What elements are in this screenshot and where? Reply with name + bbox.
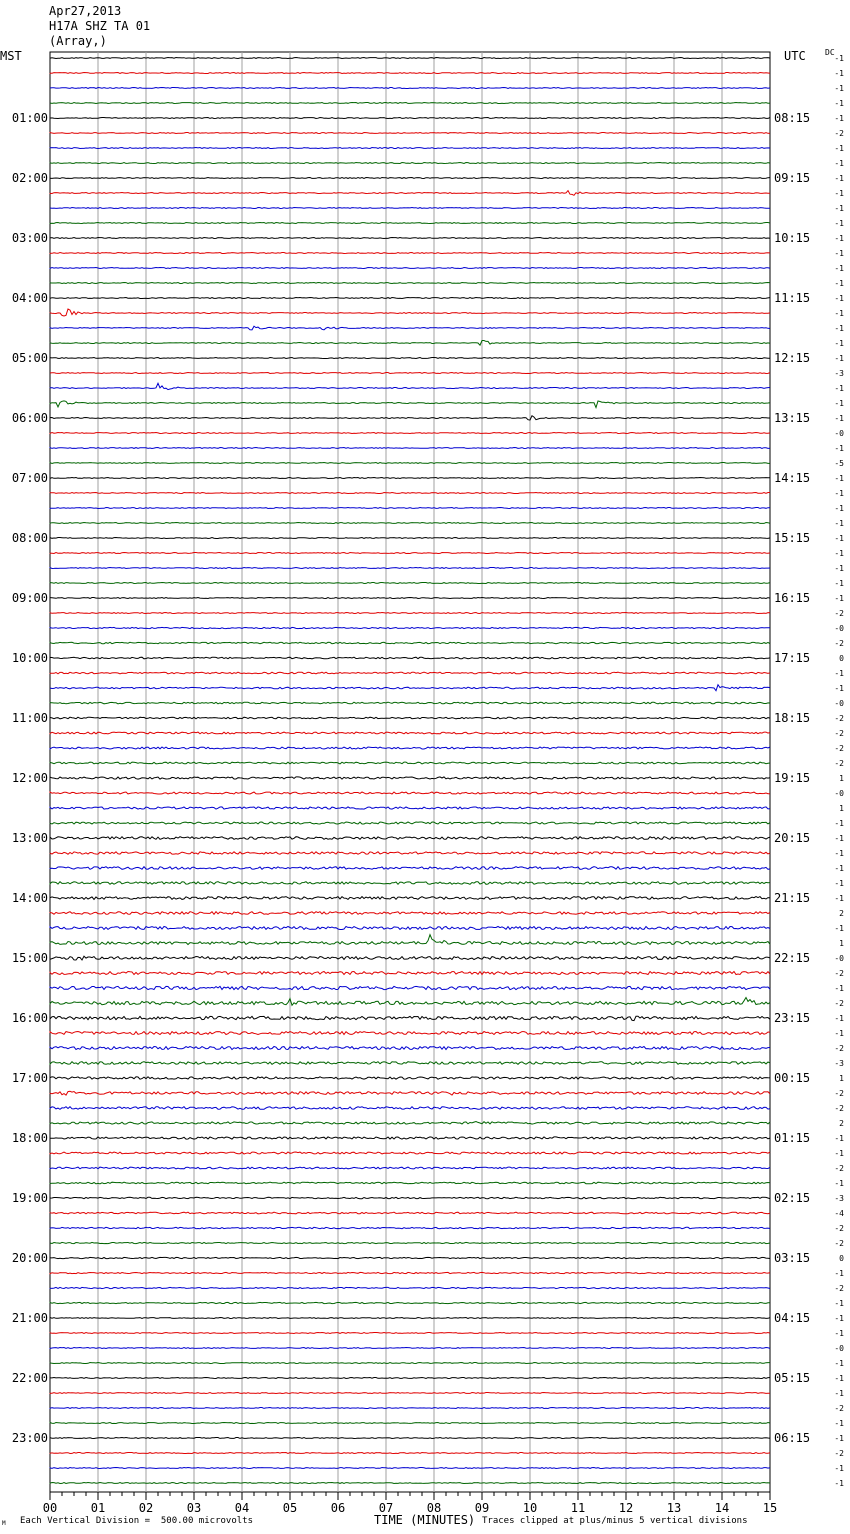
dc-offset-label: -1 [834, 879, 844, 888]
trace-line [50, 163, 770, 164]
trace-line [50, 956, 770, 960]
left-hour-label: 09:00 [11, 591, 48, 605]
dc-offset-label: -1 [834, 279, 844, 288]
trace-line [50, 448, 770, 449]
trace-line [50, 702, 770, 704]
dc-offset-label: -1 [834, 189, 844, 198]
trace-line [50, 1137, 770, 1139]
trace-line [50, 1408, 770, 1409]
trace-line [50, 268, 770, 269]
trace-line [50, 1047, 770, 1050]
left-hour-label: 22:00 [11, 1371, 48, 1385]
dc-offset-label: -1 [834, 444, 844, 453]
trace-line [50, 309, 770, 316]
dc-offset-label: -1 [834, 294, 844, 303]
trace-line [50, 1077, 770, 1079]
dc-offset-label: -1 [834, 114, 844, 123]
dc-offset-label: -1 [834, 99, 844, 108]
x-tick-label: 11 [570, 1501, 586, 1515]
dc-offset-label: -1 [834, 519, 844, 528]
dc-offset-label: -1 [834, 144, 844, 153]
dc-offset-label: -3 [834, 1059, 844, 1068]
right-hour-label: 14:15 [774, 471, 811, 485]
trace-line [50, 58, 770, 59]
x-tick-label: 09 [474, 1501, 490, 1515]
trace-line [50, 1423, 770, 1424]
clip-note: Traces clipped at plus/minus 5 vertical divisions [482, 1516, 748, 1526]
trace-line [50, 191, 770, 196]
left-timezone-label: MST [0, 49, 22, 63]
trace-line [50, 1227, 770, 1228]
dc-offset-label: -0 [834, 429, 844, 438]
trace-line [50, 627, 770, 628]
trace-line [50, 1242, 770, 1243]
right-hour-label: 17:15 [774, 651, 811, 665]
dc-offset-label: -1 [834, 354, 844, 363]
trace-line [50, 613, 770, 614]
trace-line [50, 1091, 770, 1095]
trace-line [50, 1212, 770, 1214]
right-hour-label: 09:15 [774, 171, 811, 185]
dc-offset-label: -1 [834, 1299, 844, 1308]
trace-line [50, 1287, 770, 1288]
trace-line [50, 732, 770, 734]
trace-line [50, 103, 770, 104]
dc-offset-label: -3 [834, 369, 844, 378]
trace-line [50, 73, 770, 74]
trace-line [50, 1302, 770, 1303]
trace-line [50, 852, 770, 854]
dc-offset-label: -1 [834, 1149, 844, 1158]
right-hour-label: 10:15 [774, 231, 811, 245]
dc-offset-label: -0 [834, 789, 844, 798]
trace-line [50, 383, 770, 389]
trace-line [50, 341, 770, 346]
trace-line [50, 178, 770, 179]
trace-line [50, 807, 770, 809]
dc-offset-label: -1 [834, 84, 844, 93]
dc-offset-label: -1 [834, 1359, 844, 1368]
trace-line [50, 1197, 770, 1198]
dc-offset-label: -1 [834, 1179, 844, 1188]
dc-offset-label: -2 [834, 714, 844, 723]
left-hour-label: 06:00 [11, 411, 48, 425]
trace-line [50, 523, 770, 524]
trace-line [50, 1348, 770, 1349]
dc-offset-label: -1 [834, 264, 844, 273]
left-hour-label: 12:00 [11, 771, 48, 785]
dc-offset-label: -1 [834, 339, 844, 348]
right-hour-label: 11:15 [774, 291, 811, 305]
left-hour-label: 17:00 [11, 1071, 48, 1085]
dc-offset-label: -1 [834, 534, 844, 543]
dc-offset-label: -1 [834, 174, 844, 183]
trace-line [50, 223, 770, 224]
dc-offset-label: -1 [834, 684, 844, 693]
left-hour-label: 04:00 [11, 291, 48, 305]
right-hour-label: 18:15 [774, 711, 811, 725]
trace-line [50, 493, 770, 494]
dc-offset-label: -1 [834, 1014, 844, 1023]
left-hour-label: 16:00 [11, 1011, 48, 1025]
dc-offset-label: -1 [834, 249, 844, 258]
x-tick-label: 06 [330, 1501, 346, 1515]
dc-offset-label: -1 [834, 564, 844, 573]
dc-offset-label: -1 [834, 549, 844, 558]
dc-offset-label: -2 [834, 639, 844, 648]
trace-line [50, 358, 770, 359]
trace-line [50, 1363, 770, 1364]
trace-line [50, 416, 770, 420]
dc-offset-label: -1 [834, 1434, 844, 1443]
right-hour-label: 05:15 [774, 1371, 811, 1385]
dc-offset-label: -2 [834, 129, 844, 138]
dc-offset-label: 1 [839, 939, 844, 948]
dc-offset-label: -1 [834, 399, 844, 408]
right-hour-label: 12:15 [774, 351, 811, 365]
trace-line [50, 747, 770, 749]
dc-offset-label: -2 [834, 1164, 844, 1173]
dc-offset-label: -1 [834, 1464, 844, 1473]
right-hour-label: 23:15 [774, 1011, 811, 1025]
left-hour-label: 02:00 [11, 171, 48, 185]
trace-line [50, 1378, 770, 1379]
dc-offset-label: -2 [834, 1284, 844, 1293]
dc-offset-label: -1 [834, 864, 844, 873]
dc-offset-label: -2 [834, 999, 844, 1008]
trace-line [50, 283, 770, 284]
dc-offset-label: -1 [834, 579, 844, 588]
left-hour-label: 19:00 [11, 1191, 48, 1205]
trace-line [50, 837, 770, 840]
station-channel: H17A SHZ TA 01 [49, 19, 151, 33]
trace-line [50, 433, 770, 434]
right-hour-label: 16:15 [774, 591, 811, 605]
right-hour-label: 22:15 [774, 951, 811, 965]
dc-offset-label: -5 [834, 459, 844, 468]
trace-line [50, 657, 770, 659]
right-hour-label: 00:15 [774, 1071, 811, 1085]
dc-offset-label: -1 [834, 849, 844, 858]
dc-offset-label: -1 [834, 474, 844, 483]
dc-offset-label: -3 [834, 1194, 844, 1203]
dc-offset-label: -2 [834, 744, 844, 753]
dc-offset-label: -1 [834, 414, 844, 423]
trace-line [50, 717, 770, 719]
trace-line [50, 642, 770, 643]
trace-line [50, 133, 770, 134]
dc-offset-label: -1 [834, 894, 844, 903]
dc-offset-label: -1 [834, 1329, 844, 1338]
left-hour-label: 13:00 [11, 831, 48, 845]
corner-mark: M [2, 1520, 6, 1527]
dc-offset-label: -1 [834, 669, 844, 678]
left-hour-label: 18:00 [11, 1131, 48, 1145]
dc-offset-label: -1 [834, 1374, 844, 1383]
right-hour-label: 21:15 [774, 891, 811, 905]
trace-line [50, 1032, 770, 1035]
trace-line [50, 912, 770, 915]
dc-offset-label: -1 [834, 1389, 844, 1398]
trace-line [50, 1393, 770, 1394]
trace-line [50, 998, 770, 1006]
right-hour-label: 08:15 [774, 111, 811, 125]
dc-offset-label: -1 [834, 1419, 844, 1428]
dc-offset-label: -2 [834, 1404, 844, 1413]
dc-offset-label: -0 [834, 1344, 844, 1353]
x-tick-label: 04 [234, 1501, 250, 1515]
trace-line [50, 867, 770, 870]
x-tick-label: 05 [282, 1501, 298, 1515]
trace-line [50, 568, 770, 569]
trace-line [50, 1272, 770, 1273]
dc-offset-label: -1 [834, 924, 844, 933]
trace-line [50, 1483, 770, 1484]
dc-offset-label: -1 [834, 819, 844, 828]
x-tick-label: 13 [666, 1501, 682, 1515]
trace-line [50, 463, 770, 464]
dc-offset-label: -2 [834, 1224, 844, 1233]
trace-line [50, 1333, 770, 1334]
dc-offset-label: -1 [834, 1029, 844, 1038]
trace-line [50, 1182, 770, 1184]
dc-offset-label: -1 [834, 504, 844, 513]
right-hour-label: 01:15 [774, 1131, 811, 1145]
dc-offset-label: -0 [834, 624, 844, 633]
dc-offset-label: -1 [834, 834, 844, 843]
trace-line [50, 1062, 770, 1065]
x-axis-title: TIME (MINUTES) [374, 1513, 476, 1527]
dc-offset-label: -0 [834, 954, 844, 963]
dc-offset-label: -1 [834, 1314, 844, 1323]
right-hour-label: 15:15 [774, 531, 811, 545]
trace-line [50, 1453, 770, 1454]
dc-offset-label: -2 [834, 759, 844, 768]
x-tick-label: 12 [618, 1501, 634, 1515]
trace-line [50, 538, 770, 539]
dc-offset-label: -1 [834, 1479, 844, 1488]
trace-line [50, 1152, 770, 1154]
left-hour-label: 20:00 [11, 1251, 48, 1265]
left-hour-label: 07:00 [11, 471, 48, 485]
dc-offset-label: -1 [834, 1134, 844, 1143]
right-timezone-label: UTC [784, 49, 806, 63]
trace-line [50, 882, 770, 885]
trace-line [50, 478, 770, 479]
trace-line [50, 822, 770, 824]
trace-line [50, 1468, 770, 1469]
trace-line [50, 583, 770, 584]
trace-line [50, 1167, 770, 1169]
dc-offset-label: -4 [834, 1209, 844, 1218]
dc-offset-label: -1 [834, 984, 844, 993]
right-hour-label: 02:15 [774, 1191, 811, 1205]
dc-offset-label: -2 [834, 1239, 844, 1248]
dc-offset-label: -2 [834, 1089, 844, 1098]
left-hour-label: 10:00 [11, 651, 48, 665]
dc-offset-label: -1 [834, 54, 844, 63]
right-hour-label: 19:15 [774, 771, 811, 785]
trace-line [50, 762, 770, 764]
dc-offset-label: -1 [834, 69, 844, 78]
trace-line [50, 88, 770, 89]
trace-line [50, 777, 770, 779]
dc-offset-label: -2 [834, 1044, 844, 1053]
trace-line [50, 373, 770, 374]
left-hour-label: 05:00 [11, 351, 48, 365]
trace-line [50, 298, 770, 299]
right-hour-label: 06:15 [774, 1431, 811, 1445]
trace-line [50, 986, 770, 989]
trace-line [50, 792, 770, 794]
dc-offset-label: -1 [834, 384, 844, 393]
dc-offset-label: 0 [839, 654, 844, 663]
dc-offset-label: 1 [839, 804, 844, 813]
x-tick-label: 02 [138, 1501, 154, 1515]
trace-line [50, 1016, 770, 1020]
dc-offset-label: 2 [839, 909, 844, 918]
right-hour-label: 03:15 [774, 1251, 811, 1265]
dc-offset-label: -1 [834, 159, 844, 168]
trace-line [50, 118, 770, 119]
dc-offset-label: -2 [834, 609, 844, 618]
trace-line [50, 935, 770, 945]
x-tick-label: 01 [90, 1501, 106, 1515]
dc-offset-label: -1 [834, 204, 844, 213]
scale-note: Each Vertical Division = 500.00 microvolts [20, 1516, 253, 1526]
station-network: (Array,) [49, 34, 107, 48]
trace-line [50, 598, 770, 599]
dc-offset-label: -2 [834, 969, 844, 978]
right-hour-label: 20:15 [774, 831, 811, 845]
dc-offset-label: -2 [834, 1104, 844, 1113]
trace-line [50, 508, 770, 509]
x-tick-label: 00 [42, 1501, 58, 1515]
trace-line [50, 685, 770, 691]
left-hour-label: 03:00 [11, 231, 48, 245]
trace-line [50, 148, 770, 149]
left-hour-label: 15:00 [11, 951, 48, 965]
x-tick-label: 15 [762, 1501, 778, 1515]
x-tick-label: 03 [186, 1501, 202, 1515]
dc-label: DC [825, 48, 835, 57]
left-hour-label: 01:00 [11, 111, 48, 125]
left-hour-label: 08:00 [11, 531, 48, 545]
trace-line [50, 208, 770, 209]
right-hour-label: 04:15 [774, 1311, 811, 1325]
trace-line [50, 897, 770, 900]
dc-offset-label: -1 [834, 219, 844, 228]
trace-line [50, 672, 770, 674]
trace-line [50, 326, 770, 330]
left-hour-label: 11:00 [11, 711, 48, 725]
dc-offset-label: 1 [839, 774, 844, 783]
left-hour-label: 23:00 [11, 1431, 48, 1445]
dc-offset-label: -1 [834, 324, 844, 333]
trace-line [50, 1257, 770, 1258]
x-tick-label: 10 [522, 1501, 538, 1515]
dc-offset-label: -2 [834, 1449, 844, 1458]
trace-line [50, 401, 770, 408]
dc-offset-label: -1 [834, 309, 844, 318]
trace-line [50, 927, 770, 930]
station-date: Apr27,2013 [49, 4, 122, 18]
x-tick-label: 07 [378, 1501, 394, 1515]
left-hour-label: 21:00 [11, 1311, 48, 1325]
dc-offset-label: -0 [834, 699, 844, 708]
trace-line [50, 238, 770, 239]
dc-offset-label: -1 [834, 594, 844, 603]
trace-line [50, 553, 770, 554]
dc-offset-label: 0 [839, 1254, 844, 1263]
x-tick-label: 08 [426, 1501, 442, 1515]
dc-offset-label: 2 [839, 1119, 844, 1128]
trace-line [50, 1107, 770, 1110]
trace-line [50, 972, 770, 975]
dc-offset-label: -1 [834, 234, 844, 243]
trace-line [50, 1438, 770, 1439]
trace-line [50, 253, 770, 254]
dc-offset-label: -1 [834, 1269, 844, 1278]
trace-line [50, 1122, 770, 1125]
right-hour-label: 13:15 [774, 411, 811, 425]
dc-offset-label: 1 [839, 1074, 844, 1083]
left-hour-label: 14:00 [11, 891, 48, 905]
dc-offset-label: -2 [834, 729, 844, 738]
trace-line [50, 1318, 770, 1319]
x-tick-label: 14 [714, 1501, 730, 1515]
dc-offset-label: -1 [834, 489, 844, 498]
